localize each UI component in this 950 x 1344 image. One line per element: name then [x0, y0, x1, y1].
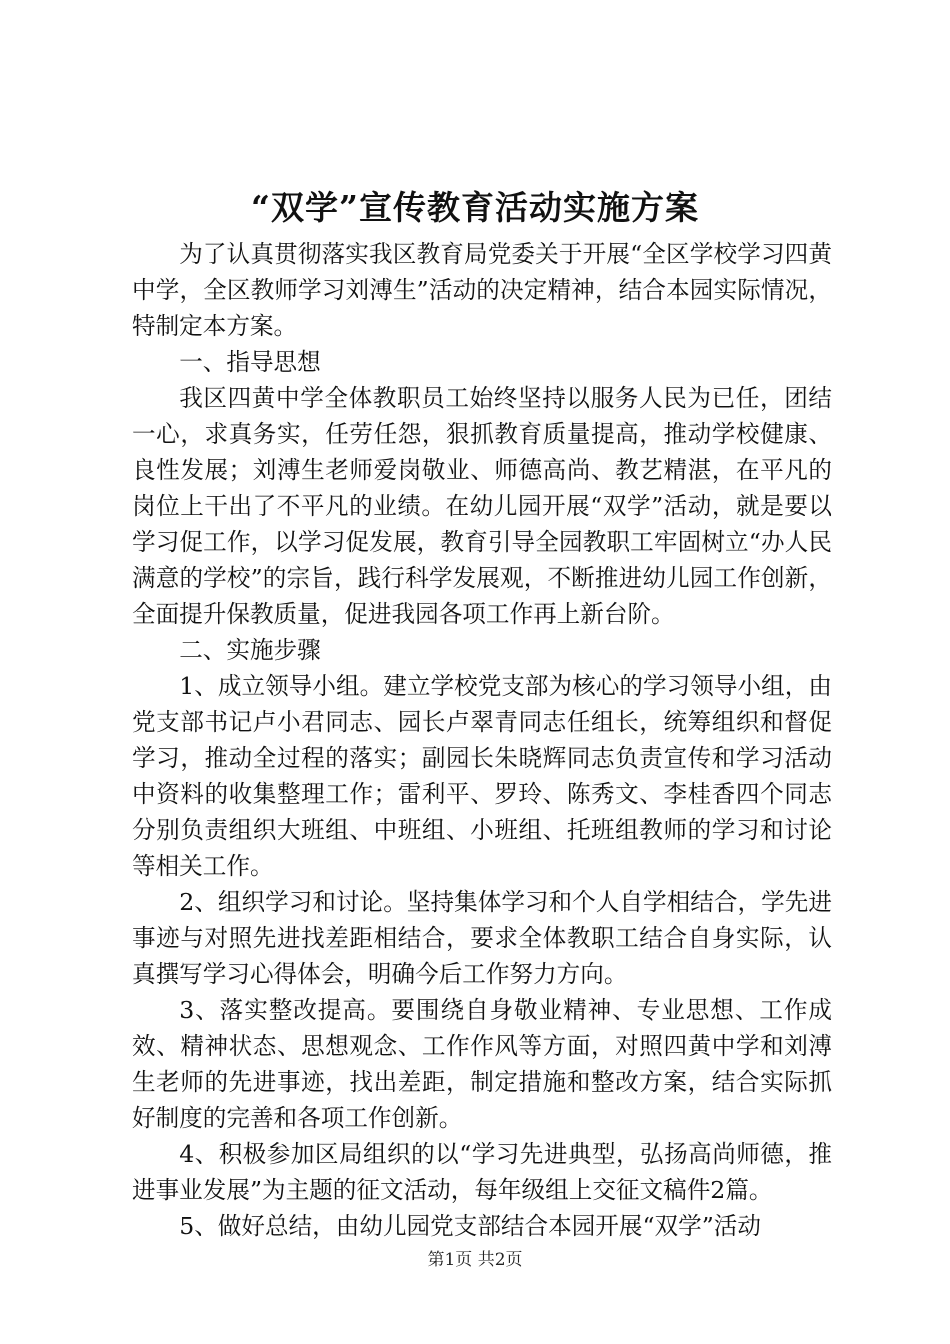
document-body: [132, 236, 832, 1244]
paragraph-step-4: 4、积极参加区局组织的以“学习先进典型，弘扬高尚师德，推进事业发展”为主题的征文活动，每年级组上交征文稿件2篇。: [132, 1140, 832, 1204]
paragraph-step-5: 5、做好总结，由幼儿园党支部结合本园开展“双学”活动: [179, 1212, 761, 1240]
paragraph-step-1: 1、成立领导小组。建立学校党支部为核心的学习领导小组，由党支部书记卢小君同志、园长卢翠青同志任组长，统筹组织和督促学习，推动全过程的落实；副园长朱晓辉同志负责宣传和学习活动中资料的收集整理工作；雷利平、罗玲、陈秀文、李桂香四个同志分别负责组织大班组、中班组、小班组、托班组教师的学习和讨论等相关工作。: [132, 672, 832, 880]
section-heading-implementation-steps: 二、实施步骤: [179, 636, 321, 664]
paragraph-guiding-ideology: 我区四黄中学全体教职员工始终坚持以服务人民为已任，团结一心，求真务实，任劳任怨，狠抓教育质量提高，推动学校健康、良性发展；刘溥生老师爱岗敬业、师德高尚、教艺精湛，在平凡的岗位上干出了不平凡的业绩。在幼儿园开展“双学”活动，就是要以学习促工作，以学习促发展，教育引导全园教职工牢固树立“办人民满意的学校”的宗旨，践行科学发展观，不断推进幼儿园工作创新，全面提升保教质量，促进我园各项工作再上新台阶。: [132, 384, 832, 628]
document-title: “双学”宣传教育活动实施方案: [251, 188, 699, 227]
paragraph-step-3: 3、落实整改提高。要围绕自身敬业精神、专业思想、工作成效、精神状态、思想观念、工作作风等方面，对照四黄中学和刘溥生老师的先进事迹，找出差距，制定措施和整改方案，结合实际抓好制度的完善和各项工作创新。: [132, 996, 832, 1132]
page-number-footer: 第1页 共2页: [427, 1250, 523, 1270]
paragraph-intro: 为了认真贯彻落实我区教育局党委关于开展“全区学校学习四黄中学，全区教师学习刘溥生”活动的决定精神，结合本园实际情况，特制定本方案。: [132, 240, 832, 340]
section-heading-guiding-ideology: 一、指导思想: [179, 348, 321, 376]
paragraph-step-2: 2、组织学习和讨论。坚持集体学习和个人自学相结合，学先进事迹与对照先进找差距相结合，要求全体教职工结合自身实际，认真撰写学习心得体会，明确今后工作努力方向。: [132, 888, 832, 988]
